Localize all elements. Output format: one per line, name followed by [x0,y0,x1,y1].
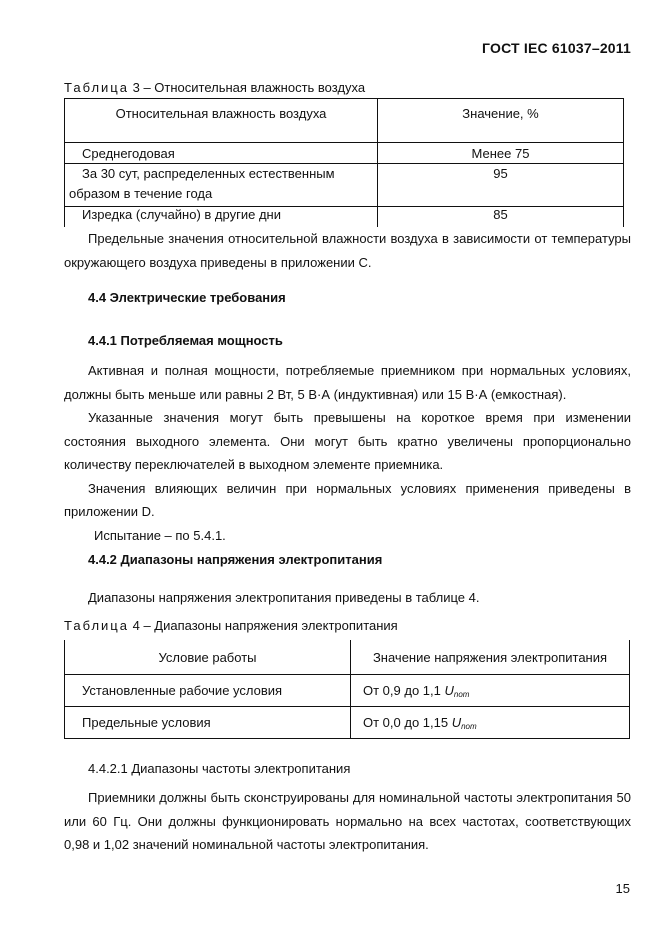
table-header-row [65,99,624,143]
humidity-paragraph [64,227,631,274]
table-row [65,164,624,207]
table-header-row [65,640,630,675]
table-row [65,143,624,164]
row-label: Изредка (случайно) в другие дни [65,207,378,228]
humidity-col-header: Относительная влажность воздуха [65,99,378,143]
condition-col-header: Условие работы [65,640,351,675]
section-4-4-2-heading: 4.4.2 Диапазоны напряжения электропитания [88,552,383,567]
value-col-header: Значение, % [378,99,624,143]
humidity-text: Предельные значения относительной влажности воздуха в зависимости от температуры окружающего воздуха приведены в приложении С. [64,231,631,270]
row-label-line: образом в течение года [69,186,213,201]
frequency-text: Приемники должны быть сконструированы для номинальной частоты электропитания 50 или 60 Гц. Они должны функционировать нормально на всех частотах, соответствующих 0,98 и 1,02 значений номинальной частоты электропитания. [64,790,631,852]
row-value: 95 [378,164,624,207]
voltage-text: Диапазоны напряжения электропитания приведены в таблице 4. [88,590,480,605]
power-text-3: Значения влияющих величин при нормальных условиях применения приведены в приложении D. [64,480,631,519]
voltage-symbol: U [451,714,462,730]
row-value: Менее 75 [378,143,624,164]
frequency-paragraph [64,786,631,857]
row-value: 85 [378,207,624,228]
test-reference: Испытание – по 5.4.1. [94,527,226,543]
table3-caption [64,80,365,95]
row-value [351,707,630,739]
voltage-subscript: nom [461,721,477,731]
row-label: Среднегодовая [65,143,378,164]
power-text-1: Активная и полная мощности, потребляемые приемником при нормальных условиях, должны быть меньше или равны 2 Вт, 5 В·А (индуктивная) или 15 В·А (емкостная). [64,363,631,402]
value-range: От 0,9 до 1,1 [363,682,441,698]
voltage-subscript: nom [453,689,470,699]
power-paragraphs [64,359,631,547]
voltage-col-header: Значение напряжения электропитания [351,640,630,675]
table4-caption-word: Таблица [64,618,129,633]
voltage-table [64,640,630,739]
row-label: Установленные рабочие условия [65,675,351,707]
section-4-4-heading: 4.4 Электрические требования [88,290,286,305]
document-header: ГОСТ IEC 61037–2011 [482,40,631,56]
table4-caption [64,618,398,633]
table3-caption-title: 3 – Относительная влажность воздуха [132,80,366,95]
value-range: От 0,0 до 1,15 [363,714,449,730]
table3-caption-word: Таблица [64,80,129,95]
voltage-symbol: U [444,682,454,698]
row-label: Предельные условия [65,707,351,739]
row-label-line: За 30 сут, распределенных естественным [82,166,335,181]
table-row [65,707,630,739]
table-row [65,207,624,228]
section-4-4-1-heading: 4.4.1 Потребляемая мощность [88,333,283,348]
row-value [351,675,630,707]
row-label [65,164,378,207]
section-4-4-2-1-heading: 4.4.2.1 Диапазоны частоты электропитания [88,761,351,776]
table4-caption-title: 4 – Диапазоны напряжения электропитания [132,618,398,633]
voltage-paragraph [64,586,631,610]
page-number: 15 [615,881,630,896]
humidity-table [64,98,624,227]
power-text-2: Указанные значения могут быть превышены на короткое время при изменении состояния выходного элемента. Они могут быть кратно увеличены пропорционально количеству переключателей в выходном элементе приемника. [64,410,631,472]
table-row [65,675,630,707]
